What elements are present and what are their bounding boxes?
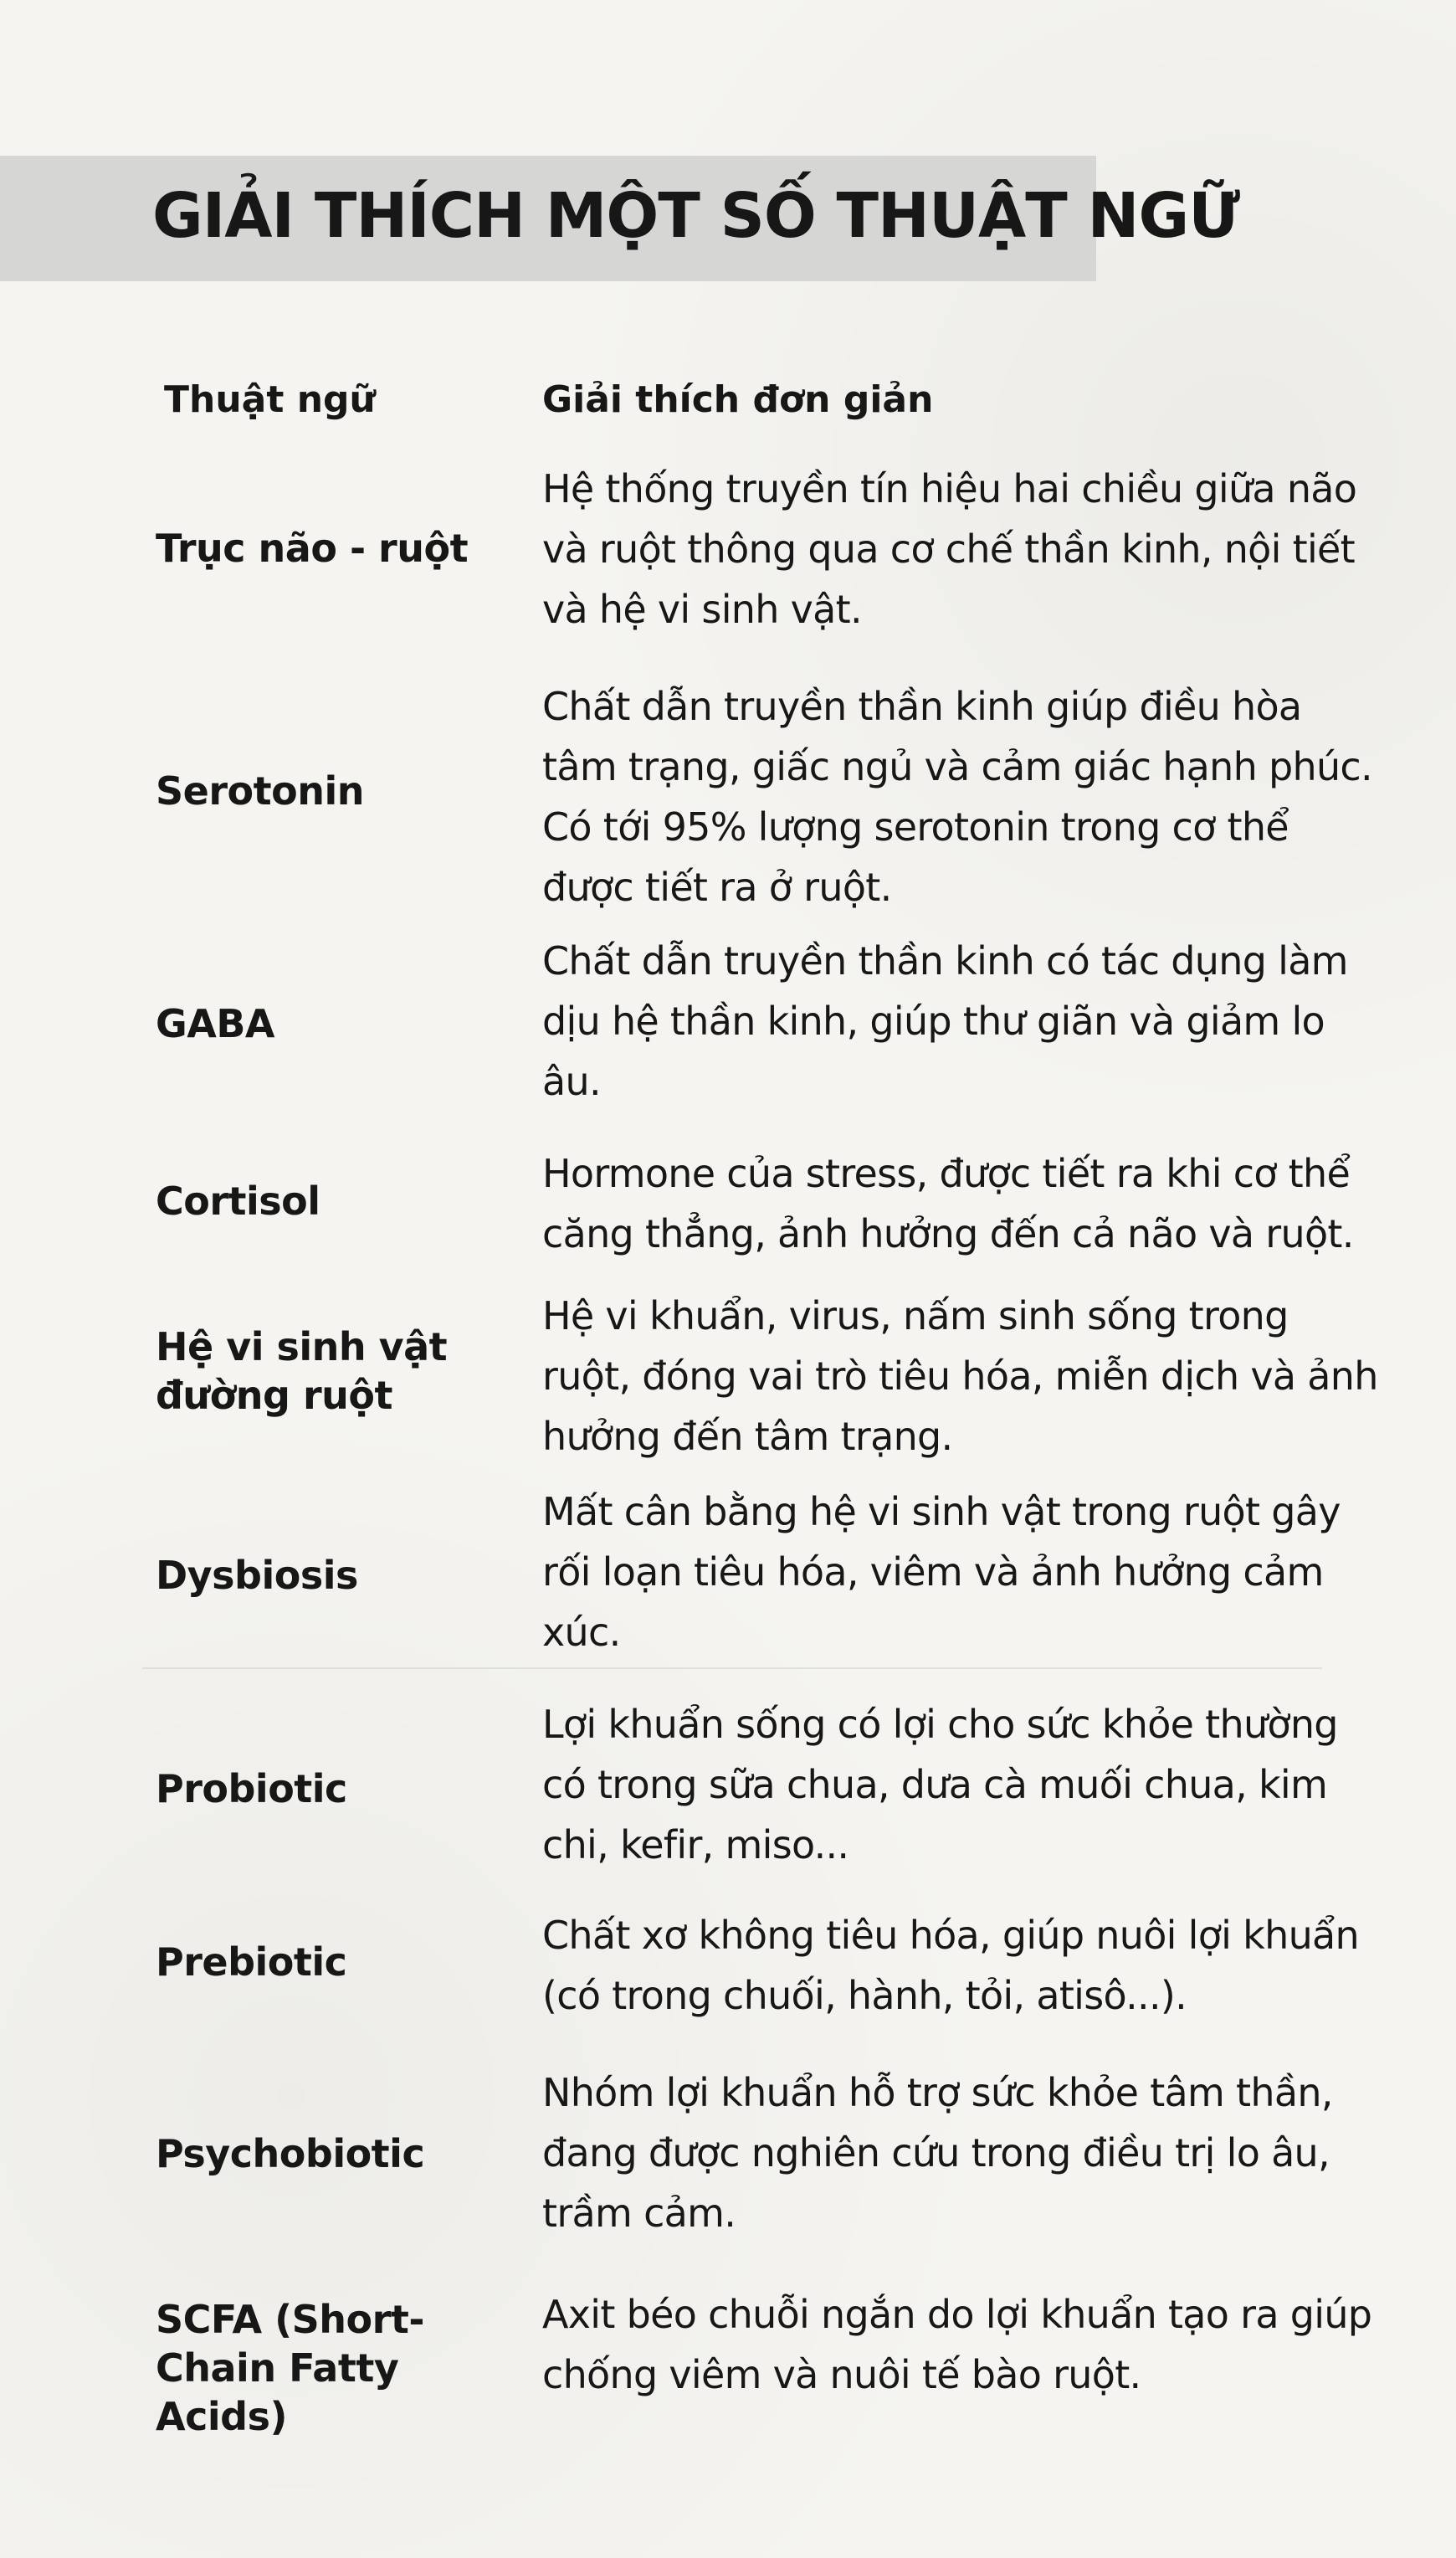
explanation-scfa: Axit béo chuỗi ngắn do lợi khuẩn tạo ra giúp chống viêm và nuôi tế bào ruột. <box>542 2292 1372 2397</box>
term-gaba: GABA <box>156 1001 275 1046</box>
page-title: GIẢI THÍCH MỘT SỐ THUẬT NGỮ <box>152 180 1240 252</box>
explanation-column-header: Giải thích đơn giản <box>542 378 934 421</box>
term-cortisol: Cortisol <box>156 1179 320 1224</box>
term-column-header: Thuật ngữ <box>164 378 376 421</box>
explanation-probiotic: Lợi khuẩn sống có lợi cho sức khỏe thường có trong sữa chua, dưa cà muối chua, kim chi, kefir, miso... <box>542 1702 1338 1867</box>
explanation-cortisol: Hormone của stress, được tiết ra khi cơ thể căng thẳng, ảnh hưởng đến cả não và ruột. <box>542 1151 1354 1256</box>
term-gut-microbiota: Hệ vi sinh vật đường ruột <box>156 1324 448 1418</box>
term-gut-brain-axis: Trục não - ruột <box>156 526 469 571</box>
explanation-gaba: Chất dẫn truyền thần kinh có tác dụng làm dịu hệ thần kinh, giúp thư giãn và giảm lo âu. <box>542 938 1348 1104</box>
explanation-gut-microbiota: Hệ vi khuẩn, virus, nấm sinh sống trong ruột, đóng vai trò tiêu hóa, miễn dịch và ảnh hưởng đến tâm trạng. <box>542 1293 1378 1459</box>
explanation-dysbiosis: Mất cân bằng hệ vi sinh vật trong ruột gây rối loạn tiêu hóa, viêm và ảnh hưởng cảm xúc. <box>542 1489 1341 1655</box>
explanation-prebiotic: Chất xơ không tiêu hóa, giúp nuôi lợi khuẩn (có trong chuối, hành, tỏi, atisô...). <box>542 1913 1359 2018</box>
term-serotonin: Serotonin <box>156 768 364 814</box>
term-psychobiotic: Psychobiotic <box>156 2131 425 2176</box>
explanation-serotonin: Chất dẫn truyền thần kinh giúp điều hòa tâm trạng, giấc ngủ và cảm giác hạnh phúc. Có tới 95% lượng serotonin trong cơ thể được tiết ra ở ruột. <box>542 684 1372 910</box>
term-probiotic: Probiotic <box>156 1766 347 1811</box>
term-dysbiosis: Dysbiosis <box>156 1553 358 1598</box>
explanation-gut-brain-axis: Hệ thống truyền tín hiệu hai chiều giữa não và ruột thông qua cơ chế thần kinh, nội tiết và hệ vi sinh vật. <box>542 466 1357 632</box>
term-prebiotic: Prebiotic <box>156 1939 347 1985</box>
term-scfa: SCFA (Short-Chain Fatty Acids) <box>156 2297 424 2439</box>
explanation-psychobiotic: Nhóm lợi khuẩn hỗ trợ sức khỏe tâm thần, đang được nghiên cứu trong điều trị lo âu, trầm cảm. <box>542 2070 1333 2236</box>
